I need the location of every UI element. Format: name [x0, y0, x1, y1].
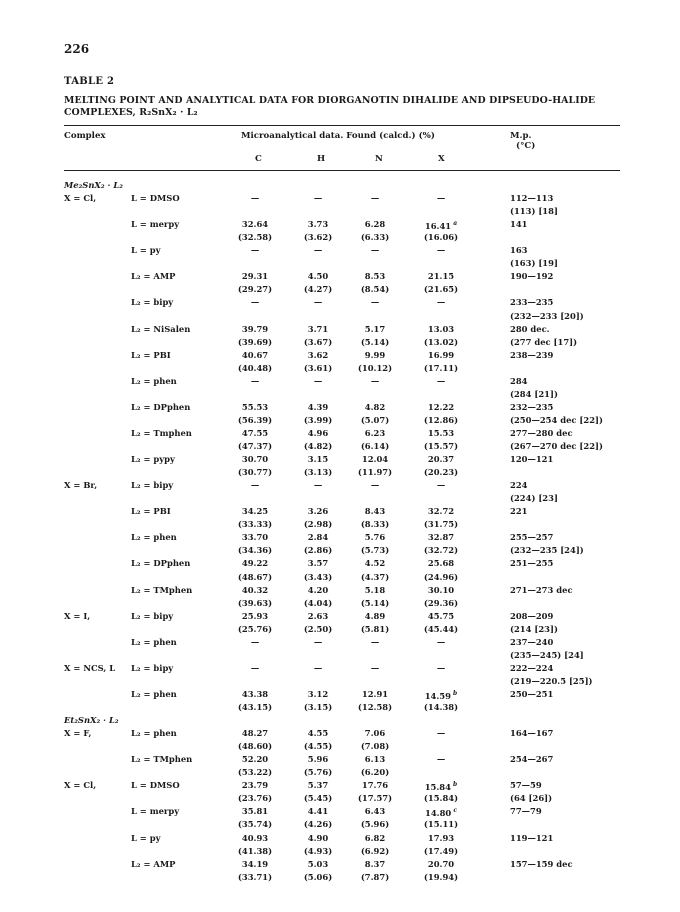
value-c: (33.33)	[237, 519, 273, 529]
value-c: (30.77)	[237, 467, 273, 477]
melting-point: 238—239	[510, 350, 554, 360]
ligand-label: L₂ = bipy	[131, 663, 174, 673]
melting-point: (64 [26])	[510, 793, 553, 803]
value-c: —	[250, 663, 260, 673]
melting-point: 119—121	[510, 833, 554, 843]
melting-point: 164—167	[510, 728, 554, 738]
ligand-label: L₂ = PBI	[131, 506, 171, 516]
value-n: 5.76	[364, 532, 386, 542]
value-x: (15.57)	[423, 441, 459, 451]
value-n: —	[370, 193, 380, 203]
header-mp-unit: (°C)	[516, 141, 536, 151]
value-n: (5.07)	[360, 415, 390, 425]
top-rule	[64, 125, 620, 126]
value-x: —	[436, 193, 446, 203]
melting-point: (219—220.5 [25])	[510, 676, 593, 686]
header-h: H	[317, 154, 326, 164]
value-x: 25.68	[427, 558, 455, 568]
ligand-label: L₂ = AMP	[131, 859, 176, 869]
value-h: (3.43)	[303, 572, 333, 582]
value-h: 3.57	[307, 558, 329, 568]
value-n: 6.23	[364, 428, 386, 438]
value-n: (6.20)	[360, 767, 390, 777]
row-group-label: Et₂SnX₂ · L₂	[64, 715, 119, 725]
value-h: (5.45)	[303, 793, 333, 803]
value-n: (8.54)	[360, 284, 390, 294]
value-n: (8.33)	[360, 519, 390, 529]
value-c: (56.39)	[237, 415, 273, 425]
value-x: 15.53	[427, 428, 455, 438]
value-h: 3.26	[307, 506, 329, 516]
value-h: 3.71	[307, 324, 329, 334]
melting-point: 221	[510, 506, 528, 516]
value-c: 39.79	[241, 324, 269, 334]
value-x: (17.49)	[423, 846, 459, 856]
melting-point: 224	[510, 480, 528, 490]
value-c: (48.67)	[237, 572, 273, 582]
value-c: 55.53	[241, 402, 269, 412]
value-c: 49.22	[241, 558, 269, 568]
value-n: —	[370, 663, 380, 673]
value-h: (3.99)	[303, 415, 333, 425]
ligand-label: L₂ = PBI	[131, 350, 171, 360]
melting-point: (277 dec [17])	[510, 337, 578, 347]
value-h: —	[313, 245, 323, 255]
melting-point: (235—245) [24]	[510, 650, 584, 660]
melting-point: (250—254 dec [22])	[510, 415, 603, 425]
value-x: 32.87	[427, 532, 455, 542]
footnote-marker: a	[451, 220, 458, 227]
ligand-label: L = py	[131, 245, 161, 255]
melting-point: 237—240	[510, 637, 554, 647]
value-c: (48.60)	[237, 741, 273, 751]
melting-point: 57—59	[510, 780, 542, 790]
footnote-marker: c	[451, 807, 457, 814]
value-n: 6.28	[364, 219, 386, 229]
melting-point: (232—235 [24])	[510, 545, 584, 555]
value-x: 30.10	[427, 585, 455, 595]
value-x: 21.15	[427, 271, 455, 281]
melting-point: 250—251	[510, 689, 554, 699]
value-h: (4.27)	[303, 284, 333, 294]
melting-point: (163) [19]	[510, 258, 558, 268]
ligand-label: L₂ = phen	[131, 689, 177, 699]
value-n: 6.43	[364, 806, 386, 816]
melting-point: 157—159 dec	[510, 859, 573, 869]
value-x: 20.70	[427, 859, 455, 869]
value-x: (45.44)	[423, 624, 459, 634]
header-c: C	[255, 154, 262, 164]
value-h: 2.63	[307, 611, 329, 621]
footnote-marker: b	[450, 781, 458, 788]
value-h: (2.98)	[303, 519, 333, 529]
value-x: 16.99	[427, 350, 455, 360]
value-c: (34.36)	[237, 545, 273, 555]
value-c: 29.31	[241, 271, 269, 281]
melting-point: 208—209	[510, 611, 554, 621]
ligand-label: L₂ = DPphen	[131, 402, 191, 412]
value-c: (23.76)	[237, 793, 273, 803]
value-x: 13.03	[427, 324, 455, 334]
value-x: (24.96)	[423, 572, 459, 582]
value-h: 4.41	[307, 806, 329, 816]
value-x: 17.93	[427, 833, 455, 843]
value-n: (5.14)	[360, 337, 390, 347]
ligand-label: L₂ = bipy	[131, 611, 174, 621]
row-group-label: X = Cl,	[64, 780, 97, 790]
header-x: X	[438, 154, 445, 164]
value-n: 6.82	[364, 833, 386, 843]
melting-point: 254—267	[510, 754, 554, 764]
melting-point: 255—257	[510, 532, 554, 542]
value-h: 4.50	[307, 271, 329, 281]
value-x: (21.65)	[423, 284, 459, 294]
value-n: —	[370, 245, 380, 255]
value-c: 47.55	[241, 428, 269, 438]
value-h: 3.73	[307, 219, 329, 229]
table-title: MELTING POINT AND ANALYTICAL DATA FOR DIORGANOTIN DIHALIDE AND DIPSEUDO-HALIDE COMPLEXES, R₂SnX₂ · L₂	[64, 95, 596, 118]
ligand-label: L = merpy	[131, 219, 180, 229]
value-n: 4.89	[364, 611, 386, 621]
value-x: (12.86)	[423, 415, 459, 425]
value-n: (6.14)	[360, 441, 390, 451]
value-n: 7.06	[364, 728, 386, 738]
value-x: —	[436, 663, 446, 673]
ligand-label: L₂ = TMphen	[131, 754, 193, 764]
value-c: (43.15)	[237, 702, 273, 712]
melting-point: (232—233 [20])	[510, 311, 584, 321]
value-n: (5.73)	[360, 545, 390, 555]
value-n: 17.76	[361, 780, 389, 790]
value-c: (47.37)	[237, 441, 273, 451]
value-x: 15.84 $^b$	[424, 781, 458, 792]
value-h: (4.04)	[303, 598, 333, 608]
value-c: —	[250, 297, 260, 307]
value-h: (4.55)	[303, 741, 333, 751]
value-x: (15.84)	[423, 793, 459, 803]
value-n: (5.96)	[360, 819, 390, 829]
value-x: (17.11)	[423, 363, 459, 373]
value-n: (10.12)	[357, 363, 393, 373]
header-n: N	[375, 154, 383, 164]
melting-point: (113) [18]	[510, 206, 558, 216]
value-n: 9.99	[364, 350, 386, 360]
value-h: (5.06)	[303, 872, 333, 882]
value-n: 12.91	[361, 689, 389, 699]
value-h: 5.37	[307, 780, 329, 790]
value-c: 30.70	[241, 454, 269, 464]
value-h: —	[313, 376, 323, 386]
value-h: 3.12	[307, 689, 329, 699]
value-h: (4.82)	[303, 441, 333, 451]
value-x: (32.72)	[423, 545, 459, 555]
value-n: 5.18	[364, 585, 386, 595]
value-h: —	[313, 297, 323, 307]
value-h: —	[313, 663, 323, 673]
value-x: (29.36)	[423, 598, 459, 608]
value-n: (6.33)	[360, 232, 390, 242]
value-n: 4.52	[364, 558, 386, 568]
value-h: —	[313, 637, 323, 647]
value-n: (4.37)	[360, 572, 390, 582]
melting-point: 280 dec.	[510, 324, 550, 334]
page-number: 226	[64, 42, 90, 56]
value-h: 4.20	[307, 585, 329, 595]
ligand-label: L₂ = AMP	[131, 271, 176, 281]
value-n: 6.13	[364, 754, 386, 764]
value-x: (15.11)	[423, 819, 459, 829]
value-c: (32.58)	[237, 232, 273, 242]
header-microanalytical: Microanalytical data. Found (calcd.) (%)	[241, 131, 435, 141]
value-h: 5.03	[307, 859, 329, 869]
value-c: (33.71)	[237, 872, 273, 882]
ligand-label: L₂ = bipy	[131, 297, 174, 307]
value-h: (3.13)	[303, 467, 333, 477]
row-group-label: X = Br,	[64, 480, 98, 490]
value-c: 25.93	[241, 611, 269, 621]
melting-point: 112—113	[510, 193, 554, 203]
table-label: TABLE 2	[64, 76, 115, 87]
melting-point: 233—235	[510, 297, 554, 307]
melting-point: 141	[510, 219, 528, 229]
value-c: 34.19	[241, 859, 269, 869]
value-x: —	[436, 245, 446, 255]
melting-point: (267—270 dec [22])	[510, 441, 603, 451]
value-n: —	[370, 480, 380, 490]
value-x: —	[436, 297, 446, 307]
value-c: (35.74)	[237, 819, 273, 829]
ligand-label: L₂ = pypy	[131, 454, 175, 464]
value-h: 3.15	[307, 454, 329, 464]
value-h: (3.61)	[303, 363, 333, 373]
value-c: 35.81	[241, 806, 269, 816]
melting-point: 284	[510, 376, 528, 386]
value-c: —	[250, 245, 260, 255]
ligand-label: L₂ = TMphen	[131, 585, 193, 595]
value-h: (2.50)	[303, 624, 333, 634]
value-c: (41.38)	[237, 846, 273, 856]
value-c: (53.22)	[237, 767, 273, 777]
value-n: (7.87)	[360, 872, 390, 882]
value-n: (12.58)	[357, 702, 393, 712]
value-c: 40.67	[241, 350, 269, 360]
value-c: (25.76)	[237, 624, 273, 634]
value-x: 12.22	[427, 402, 455, 412]
value-c: 33.70	[241, 532, 269, 542]
value-n: (5.14)	[360, 598, 390, 608]
value-h: 4.96	[307, 428, 329, 438]
value-x: 14.59 $^b$	[424, 690, 458, 701]
ligand-label: L₂ = phen	[131, 376, 177, 386]
melting-point: 77—79	[510, 806, 542, 816]
melting-point: 251—255	[510, 558, 554, 568]
value-h: 4.90	[307, 833, 329, 843]
ligand-label: L₂ = bipy	[131, 480, 174, 490]
value-n: —	[370, 297, 380, 307]
melting-point: 190—192	[510, 271, 554, 281]
value-c: —	[250, 637, 260, 647]
value-n: 8.53	[364, 271, 386, 281]
value-c: 43.38	[241, 689, 269, 699]
value-x: (13.02)	[423, 337, 459, 347]
ligand-label: L₂ = phen	[131, 532, 177, 542]
value-h: —	[313, 193, 323, 203]
ligand-label: L = merpy	[131, 806, 180, 816]
melting-point: 232—235	[510, 402, 554, 412]
value-h: (3.15)	[303, 702, 333, 712]
value-h: 3.62	[307, 350, 329, 360]
value-h: (5.76)	[303, 767, 333, 777]
header-mp: M.p.	[510, 131, 532, 141]
ligand-label: L = DMSO	[131, 193, 180, 203]
value-n: 8.43	[364, 506, 386, 516]
ligand-label: L₂ = phen	[131, 637, 177, 647]
row-group-label: X = NCS, L	[64, 663, 116, 673]
value-c: (29.27)	[237, 284, 273, 294]
header-complex: Complex	[64, 131, 106, 141]
value-h: 4.55	[307, 728, 329, 738]
footnote-marker: b	[450, 690, 458, 697]
row-group-label: Me₂SnX₂ · L₂	[64, 180, 123, 190]
value-x: —	[436, 376, 446, 386]
value-n: —	[370, 637, 380, 647]
value-n: (7.08)	[360, 741, 390, 751]
value-c: (39.63)	[237, 598, 273, 608]
value-c: 52.20	[241, 754, 269, 764]
value-x: (14.38)	[423, 702, 459, 712]
value-h: (3.67)	[303, 337, 333, 347]
value-x: —	[436, 637, 446, 647]
value-h: 2.84	[307, 532, 329, 542]
melting-point: 163	[510, 245, 528, 255]
value-x: 32.72	[427, 506, 455, 516]
melting-point: 271—273 dec	[510, 585, 573, 595]
ligand-label: L₂ = NiSalen	[131, 324, 191, 334]
value-n: 12.04	[361, 454, 389, 464]
melting-point: (214 [23])	[510, 624, 558, 634]
value-c: 32.64	[241, 219, 269, 229]
row-group-label: X = I,	[64, 611, 91, 621]
ligand-label: L = DMSO	[131, 780, 180, 790]
value-c: 23.79	[241, 780, 269, 790]
value-n: (17.57)	[357, 793, 393, 803]
value-c: 34.25	[241, 506, 269, 516]
header-rule	[64, 170, 620, 171]
melting-point: (284 [21])	[510, 389, 558, 399]
ligand-label: L = py	[131, 833, 161, 843]
value-h: (4.93)	[303, 846, 333, 856]
value-c: 40.93	[241, 833, 269, 843]
value-h: (3.62)	[303, 232, 333, 242]
value-c: —	[250, 193, 260, 203]
ligand-label: L₂ = DPphen	[131, 558, 191, 568]
value-n: 5.17	[364, 324, 386, 334]
value-n: (11.97)	[357, 467, 393, 477]
value-n: —	[370, 376, 380, 386]
value-c: 40.32	[241, 585, 269, 595]
value-h: 5.96	[307, 754, 329, 764]
value-x: (19.94)	[423, 872, 459, 882]
value-x: (31.75)	[423, 519, 459, 529]
value-x: 16.41 $^a$	[424, 220, 458, 231]
row-group-label: X = F,	[64, 728, 92, 738]
value-n: (5.81)	[360, 624, 390, 634]
melting-point: 222—224	[510, 663, 554, 673]
value-x: 20.37	[427, 454, 455, 464]
value-n: 8.37	[364, 859, 386, 869]
ligand-label: L₂ = phen	[131, 728, 177, 738]
melting-point: (224) [23]	[510, 493, 558, 503]
value-x: 45.75	[427, 611, 455, 621]
value-h: —	[313, 480, 323, 490]
value-x: 14.80 $^c$	[425, 807, 457, 818]
row-group-label: X = Cl,	[64, 193, 97, 203]
value-h: 4.39	[307, 402, 329, 412]
value-n: (6.92)	[360, 846, 390, 856]
melting-point: 277—280 dec	[510, 428, 573, 438]
ligand-label: L₂ = Tmphen	[131, 428, 192, 438]
value-h: (4.26)	[303, 819, 333, 829]
value-c: (39.69)	[237, 337, 273, 347]
value-x: —	[436, 754, 446, 764]
value-x: (16.06)	[423, 232, 459, 242]
value-x: —	[436, 728, 446, 738]
value-x: (20.23)	[423, 467, 459, 477]
value-c: —	[250, 480, 260, 490]
melting-point: 120—121	[510, 454, 554, 464]
value-h: (2.86)	[303, 545, 333, 555]
value-c: 48.27	[241, 728, 269, 738]
value-c: (40.48)	[237, 363, 273, 373]
value-n: 4.82	[364, 402, 386, 412]
value-x: —	[436, 480, 446, 490]
value-c: —	[250, 376, 260, 386]
